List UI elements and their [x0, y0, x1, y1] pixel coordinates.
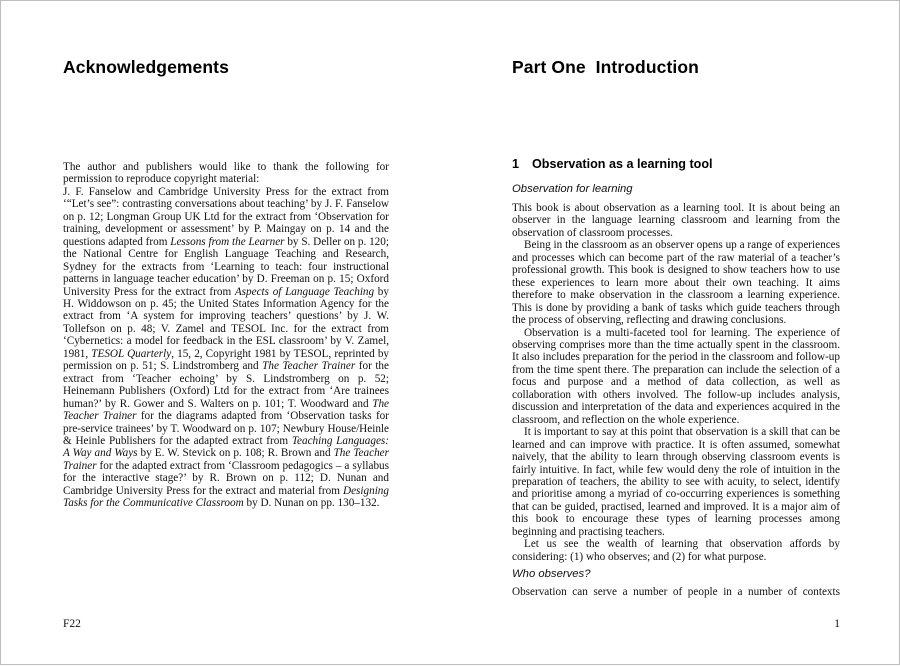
- paragraph: Observation is a multi-faceted tool for learning. The experience of observing comprises more than the time actually spent in the classroom. It also includes preparation for the period in the classroom and follow-up from the time spent there. The preparation can include the selection of a focus and purpose and a method of data collection, as well as collaboration with others involved. The follow-up includes analysis, discussion and interpretation of the data and experiences acquired in the classroom, and reflection on the whole experience.: [512, 326, 840, 426]
- paragraph: Let us see the wealth of learning that observation affords by considering: (1) who observes; and (2) for what purpose.: [512, 538, 840, 563]
- right-page: [512, 1, 840, 666]
- acknowledgements-paragraph: J. F. Fanselow and Cambridge University Press for the extract from ‘“Let’s see”: contrasting conversations about teaching’ by J. F. Fanselow on p. 12; Longman Group UK Ltd for the extract from ‘Observation for training, development or assessment’ by P. Maingay on p. 14 and the questions adapted from Lessons from the Learner by S. Deller on p. 120; the National Centre for English Language Teaching and Research, Sydney for the extracts from ‘Learning to teach: four instructional patterns in language teacher education’ by D. Freeman on p. 15; Oxford University Press for the extract from Aspects of Language Teaching by H. Widdowson on p. 45; the United States Information Agency for the extract from ‘A system for improving teachers’ questions’ by J. W. Tollefson on p. 48; V. Zamel and TESOL Inc. for the extract from ‘Cybernetics: a model for feedback in the ESL classroom’ by V. Zamel, 1981, TESOL Quarterly, 15, 2, Copyright 1981 by TESOL, reprinted by permission on p. 51; S. Lindstromberg and The Teacher Trainer for the extract from ‘Teacher echoing’ by S. Lindstromberg on p. 52; Heinemann Publishers (Oxford) Ltd for the extract from ‘Are trainees human?’ by R. Gower and S. Walters on p. 101; T. Woodward and The Teacher Trainer for the diagrams adapted from ‘Observation tasks for pre-service trainees’ by T. Woodward on p. 107; Newbury House/Heinle & Heinle Publishers for the adapted extract from Teaching Languages: A Way and Ways by E. W. Stevick on p. 108; R. Brown and The Teacher Trainer for the adapted extract from ‘Classroom pedagogics – a syllabus for the interactive stage?’ by R. Brown on p. 112; D. Nunan and Cambridge University Press for the extract and material from Designing Tasks for the Communicative Classroom by D. Nunan on pp. 130–132.: [63, 185, 390, 510]
- section-heading: [512, 157, 713, 171]
- title-citation: Aspects of Language Teaching: [234, 285, 375, 298]
- paragraph: Being in the classroom as an observer opens up a range of experiences and processes which can become part of the raw material of a teacher’s professional growth. This book is designed to show teachers how to use these experiences to learn more about their own teaching. It aims therefore to make observation in the classroom a learning experience. This is done by providing a bank of tasks which guide teachers through the process of observing, reflecting and drawing conclusions.: [512, 239, 840, 327]
- part-title: Part One Introduction: [512, 57, 699, 77]
- title-citation: The Teacher Trainer: [262, 360, 356, 373]
- page-number: F22: [63, 618, 81, 630]
- paragraph: Observation can serve a number of people in a number of contexts: [512, 586, 840, 598]
- left-page: [63, 1, 389, 666]
- title-citation: Teaching Languages: A Way and Ways: [63, 434, 389, 460]
- title-citation: Lessons from the Learner: [170, 235, 285, 248]
- paragraph: It is important to say at this point that observation is a skill that can be learned and can improve with practice. It is often assumed, somewhat naively, that the ability to learn through observing classroom events is fairly intuitive. In fact, while few would deny the role of intuition in the preparation of teachers, the ability to see with acuity, to select, identify and prioritise among a myriad of co-occurring experiences is something that can be guided, practised, learned and improved. It is a major aim of this book to encourage these types of learning processes among beginning and practising teachers.: [512, 426, 840, 538]
- paragraph: This book is about observation as a learning tool. It is about being an observer in the language learning classroom and learning from the observation of classroom processes.: [512, 202, 840, 239]
- subheading-observation-for-learning: Observation for learning: [512, 183, 633, 195]
- title-citation: The Teacher Trainer: [63, 447, 389, 472]
- intro-paragraph: The author and publishers would like to thank the following for permission to reproduce copyright material:: [63, 161, 389, 186]
- continuing-text: [512, 586, 840, 598]
- section-number: 1: [512, 157, 520, 171]
- intro-body: [512, 202, 840, 563]
- acknowledgements-text: [63, 161, 389, 510]
- title-citation: TESOL Quarterly: [91, 347, 172, 360]
- page-number: 1: [834, 618, 840, 630]
- title-citation: Designing Tasks for the Communicative Classroom: [63, 484, 389, 510]
- title-citation: The Teacher Trainer: [63, 397, 389, 423]
- subheading-who-observes: Who observes?: [512, 568, 591, 580]
- section-title: Observation as a learning tool: [532, 157, 713, 171]
- page-title: Acknowledgements: [63, 57, 229, 77]
